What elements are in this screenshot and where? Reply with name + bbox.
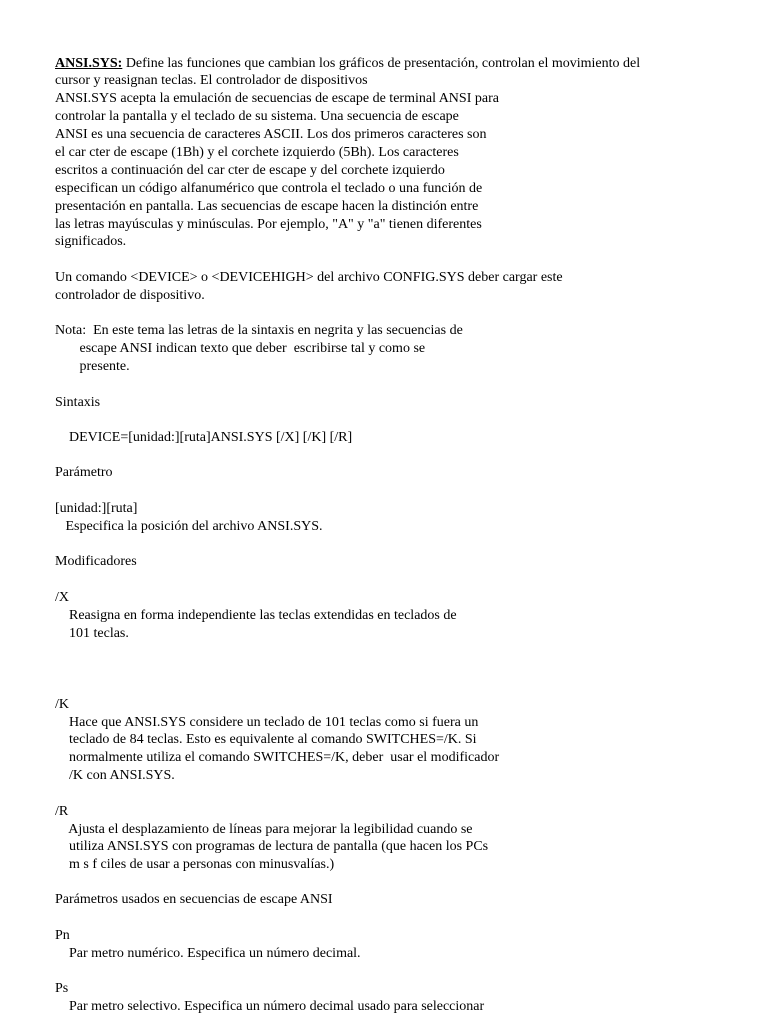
intro-line: las letras mayúsculas y minúsculas. Por ejemplo, "A" y "a" tienen diferentes: [55, 217, 482, 232]
intro-line: ANSI.SYS acepta la emulación de secuencias de escape de terminal ANSI para: [55, 91, 499, 106]
switch-x: /X: [55, 590, 69, 605]
switch-k-description-line: normalmente utiliza el comando SWITCHES=/K, deber usar el modificador: [55, 750, 500, 765]
switch-k: /K: [55, 697, 69, 712]
intro-line: especifican un código alfanumérico que controla el teclado o una función de: [55, 181, 483, 196]
intro-line: escritos a continuación del car cter de escape y del corchete izquierdo: [55, 163, 445, 178]
switch-x-description-line: Reasigna en forma independiente las teclas extendidas en teclados de: [55, 608, 457, 623]
param-ps-description: Par metro selectivo. Especifica un número decimal usado para seleccionar: [55, 999, 485, 1014]
intro-line: ANSI es una secuencia de caracteres ASCII. Los dos primeros caracteres son: [55, 127, 487, 142]
intro-line: el car cter de escape (1Bh) y el corchete izquierdo (5Bh). Los caracteres: [55, 145, 459, 160]
switch-r: /R: [55, 804, 69, 819]
intro-first-line-text: Define las funciones que cambian los gráficos de presentación, controlan el movimiento del: [122, 56, 641, 71]
device-paragraph-line: Un comando <DEVICE> o <DEVICEHIGH> del archivo CONFIG.SYS deber cargar este: [55, 270, 563, 285]
intro-line: significados.: [55, 234, 127, 249]
switch-r-description-line: utiliza ANSI.SYS con programas de lectura de pantalla (que hacen los PCs: [55, 839, 489, 854]
param-pn-description: Par metro numérico. Especifica un número decimal.: [55, 946, 361, 961]
modifiers-heading: Modificadores: [55, 554, 137, 569]
parameter-name: [unidad:][ruta]: [55, 501, 138, 516]
parameter-heading: Parámetro: [55, 465, 113, 480]
device-paragraph-line: controlador de dispositivo.: [55, 288, 205, 303]
intro-line: cursor y reasignan teclas. El controlador de dispositivos: [55, 73, 368, 88]
syntax-line: DEVICE=[unidad:][ruta]ANSI.SYS [/X] [/K] [/R]: [55, 430, 353, 445]
parameter-description: Especifica la posición del archivo ANSI.SYS.: [55, 519, 323, 534]
switch-r-description-line: Ajusta el desplazamiento de líneas para mejorar la legibilidad cuando se: [55, 822, 473, 837]
intro-line: presentación en pantalla. Las secuencias de escape hacen la distinción entre: [55, 199, 479, 214]
note-line: Nota: En este tema las letras de la sintaxis en negrita y las secuencias de: [55, 323, 463, 338]
intro-line: controlar la pantalla y el teclado de su sistema. Una secuencia de escape: [55, 109, 459, 124]
param-ps: Ps: [55, 981, 69, 996]
note-line: presente.: [55, 359, 130, 374]
intro-first-line: [55, 55, 715, 72]
note-line: escape ANSI indican texto que deber escribirse tal y como se: [55, 341, 426, 356]
term-ansi-sys: ANSI.SYS:: [55, 56, 123, 71]
switch-k-description-line: teclado de 84 teclas. Esto es equivalente al comando SWITCHES=/K. Si: [55, 732, 477, 747]
switch-k-description-line: /K con ANSI.SYS.: [55, 768, 175, 783]
syntax-heading: Sintaxis: [55, 395, 101, 410]
param-pn: Pn: [55, 928, 70, 943]
switch-k-description-line: Hace que ANSI.SYS considere un teclado de 101 teclas como si fuera un: [55, 715, 479, 730]
switch-r-description-line: m s f ciles de usar a personas con minusvalías.): [55, 857, 335, 872]
switch-x-description-line: 101 teclas.: [55, 626, 129, 641]
escape-parameters-heading: Parámetros usados en secuencias de escape ANSI: [55, 892, 333, 907]
